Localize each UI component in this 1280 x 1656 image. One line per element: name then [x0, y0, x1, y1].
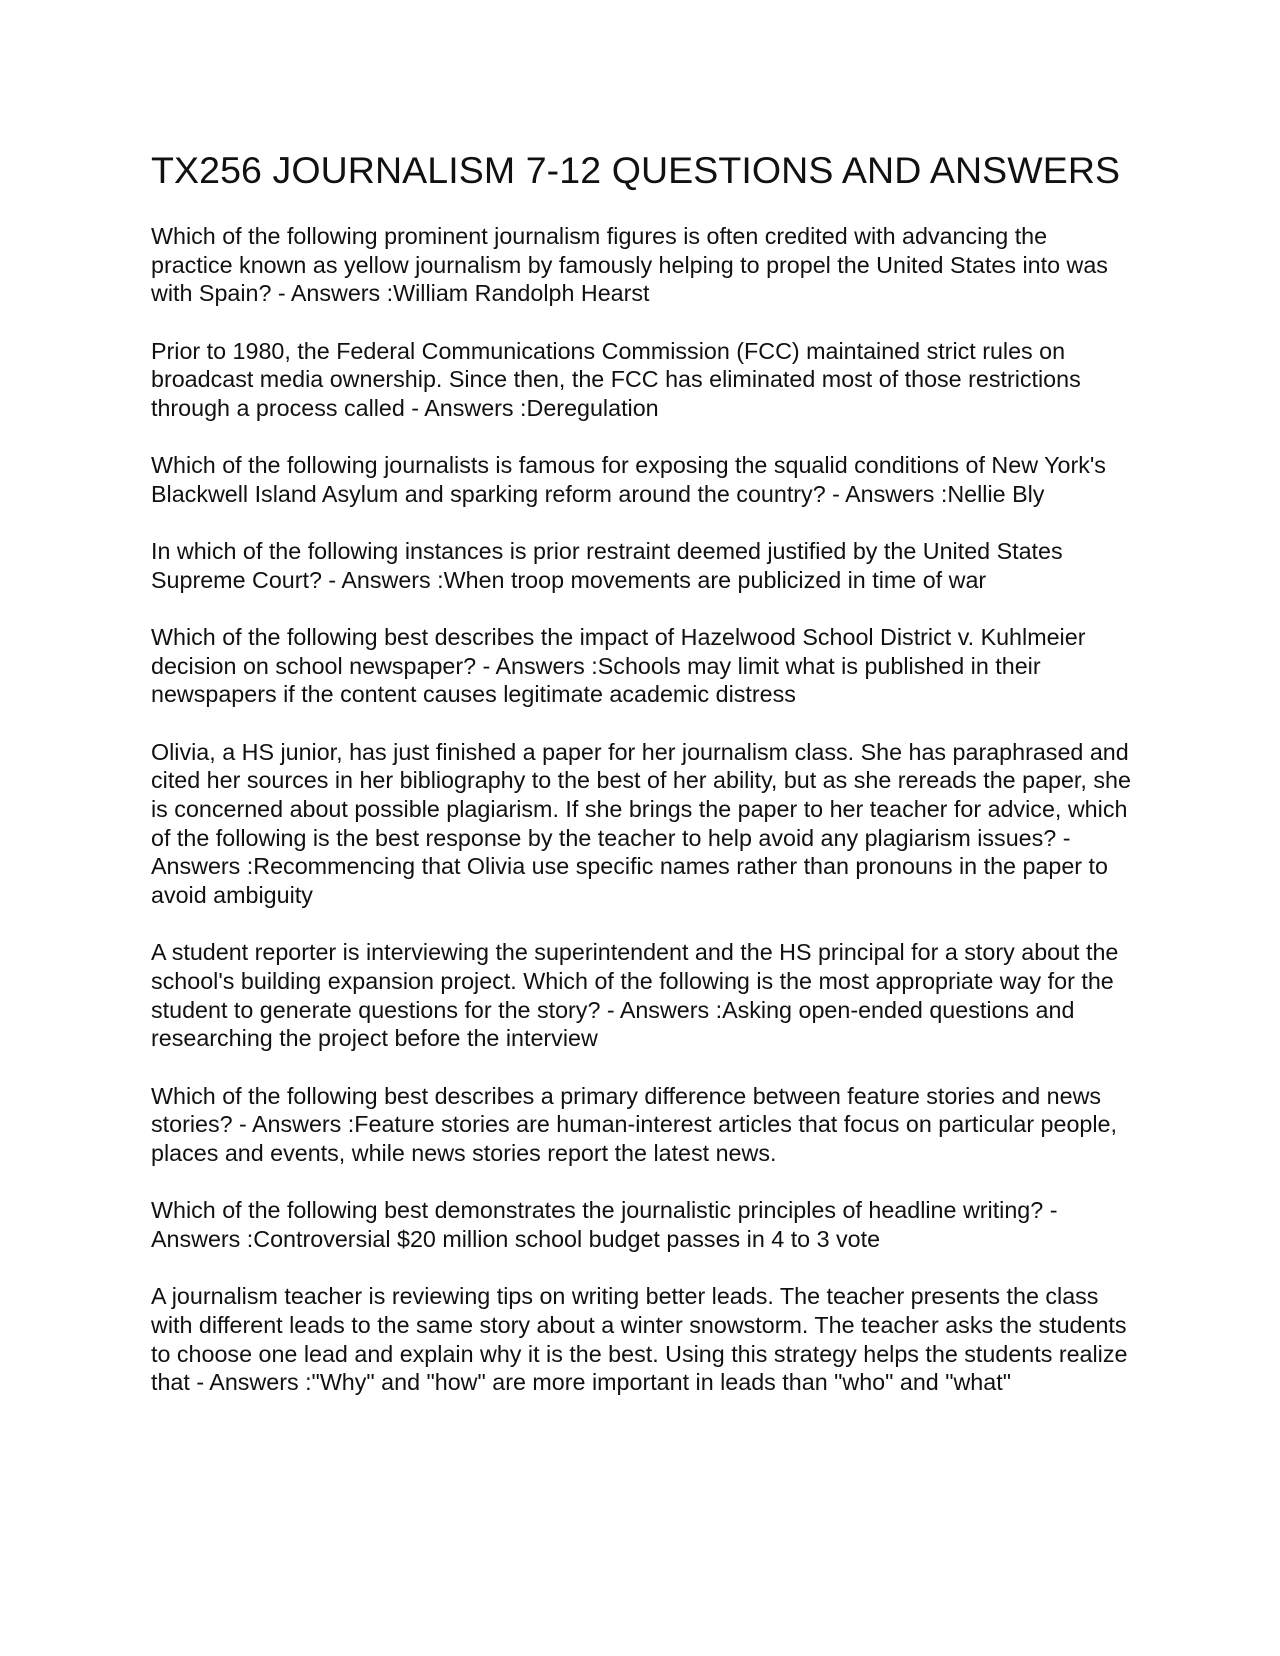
qa-item-9: Which of the following best demonstrates the journalistic principles of headline writing? - Answers :Controversial $20 million school budget passes in 4 to 3 vote — [151, 1197, 1058, 1252]
qa-item-10: A journalism teacher is reviewing tips on writing better leads. The teacher presents the class with different leads to the same story about a winter snowstorm. The teacher asks the students to choose one lead and explain why it is the best. Using this strategy helps the students realize that - Answers :"Why" and "how" are more important in leads than "who" and "what" — [151, 1283, 1128, 1396]
qa-item-6: Olivia, a HS junior, has just finished a paper for her journalism class. She has paraphrased and cited her sources in her bibliography to the best of her ability, but as she rereads the paper, she is concerned about possible plagiarism. If she brings the paper to her teacher for advice, which of the following is the best response by the teacher to help avoid any plagiarism issues? - Answers :Recommencing that Olivia use specific names rather than pronouns in the paper to avoid ambiguity — [151, 738, 1131, 909]
qa-item-3: Which of the following journalists is famous for exposing the squalid conditions of New York's Blackwell Island Asylum and sparking reform around the country? - Answers :Nellie Bly — [151, 452, 1106, 507]
qa-list — [151, 222, 1131, 1426]
page-title: TX256 JOURNALISM 7-12 QUESTIONS AND ANSWERS — [151, 149, 1121, 191]
qa-item-4: In which of the following instances is prior restraint deemed justified by the United States Supreme Court? - Answers :When troop movements are publicized in time of war — [151, 538, 1063, 593]
qa-item-5: Which of the following best describes the impact of Hazelwood School District v. Kuhlmeier decision on school newspaper? - Answers :Schools may limit what is published in their newspapers if the content causes legitimate academic distress — [151, 624, 1086, 708]
qa-item-8: Which of the following best describes a primary difference between feature stories and news stories? - Answers :Feature stories are human-interest articles that focus on particular people, places and events, while news stories report the latest news. — [151, 1082, 1117, 1167]
qa-item-2: Prior to 1980, the Federal Communications Commission (FCC) maintained strict rules on broadcast media ownership. Since then, the FCC has eliminated most of those restrictions through a process called - Answers :Deregulation — [151, 337, 1081, 422]
qa-item-7: A student reporter is interviewing the superintendent and the HS principal for a story about the school's building expansion project. Which of the following is the most appropriate way for the student to generate questions for the story? - Answers :Asking open-ended questions and researching the project before the interview — [151, 939, 1119, 1052]
qa-item-1: Which of the following prominent journalism figures is often credited with advancing the practice known as yellow journalism by famously helping to propel the United States into was with Spain? - Answers :William Randolph Hearst — [151, 223, 1108, 307]
